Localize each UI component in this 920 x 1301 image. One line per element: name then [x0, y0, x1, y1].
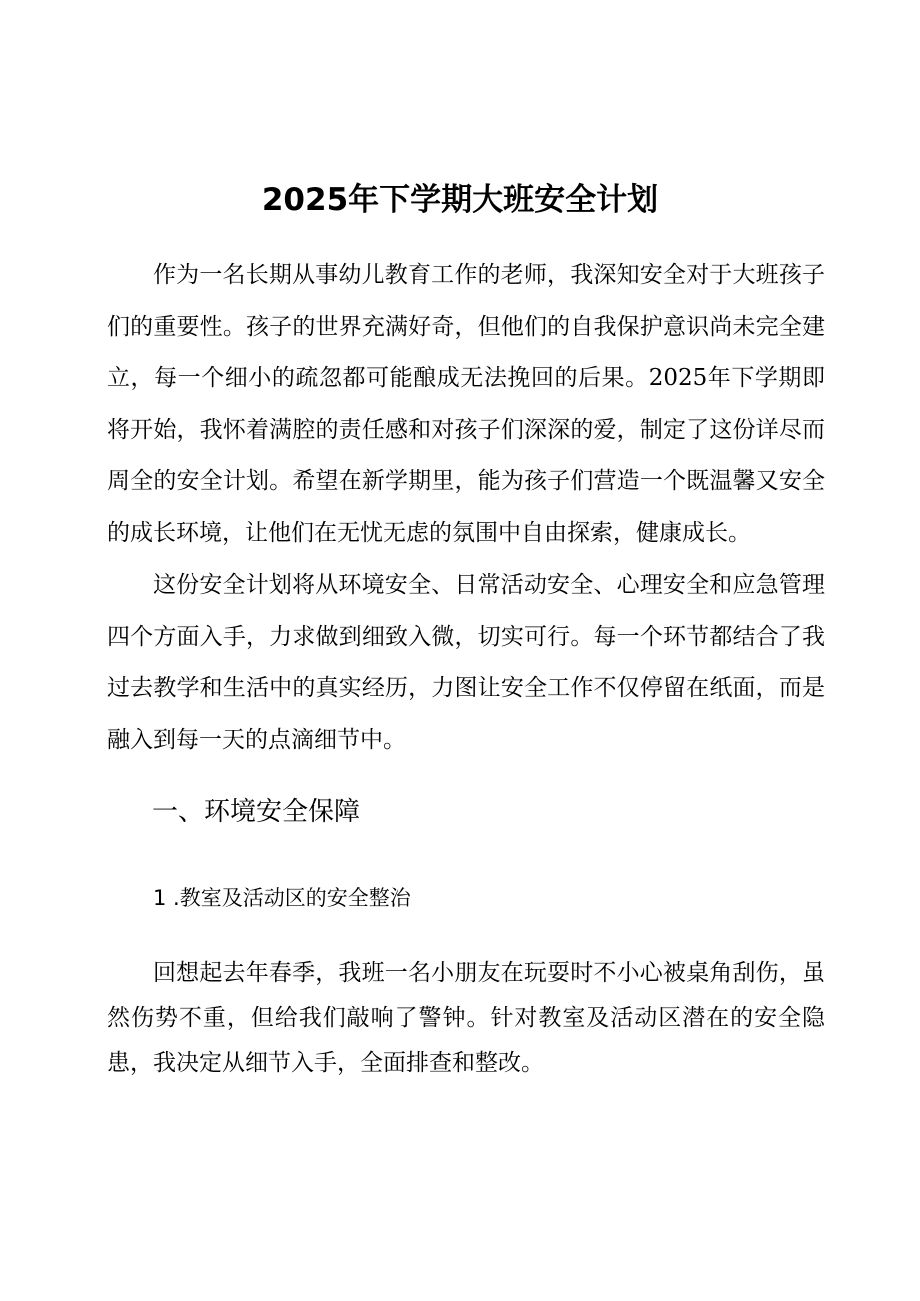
- document-title: 2025年下学期大班安全计划: [261, 182, 659, 218]
- intro-paragraph: 作为一名长期从事幼儿教育工作的老师，我深知安全对于大班孩子们的重要性。孩子的世界充满好奇，但他们的自我保护意识尚未完全建立，每一个细小的疏忽都可能酿成无法挽回的后果。2025年下学期即将开始，我怀着满腔的责任感和对孩子们深深的爱，制定了这份详尽而周全的安全计划。希望在新学期里，能为孩子们营造一个既温馨又安全的成长环境，让他们在无忧无虑的氛围中自由探索，健康成长。: [107, 262, 825, 546]
- section-heading-environment-safety: 一、环境安全保障: [152, 797, 361, 827]
- overview-paragraph: 这份安全计划将从环境安全、日常活动安全、心理安全和应急管理四个方面入手，力求做到细致入微，切实可行。每一个环节都结合了我过去教学和生活中的真实经历，力图让安全工作不仅停留在纸面，而是融入到每一天的点滴细节中。: [107, 572, 825, 753]
- classroom-paragraph: 回想起去年春季，我班一名小朋友在玩耍时不小心被桌角刮伤，虽然伤势不重，但给我们敲响了警钟。针对教室及活动区潜在的安全隐患，我决定从细节入手，全面排查和整改。: [107, 960, 825, 1076]
- subsection-heading-classroom-safety: 1 .教室及活动区的安全整治: [153, 886, 411, 910]
